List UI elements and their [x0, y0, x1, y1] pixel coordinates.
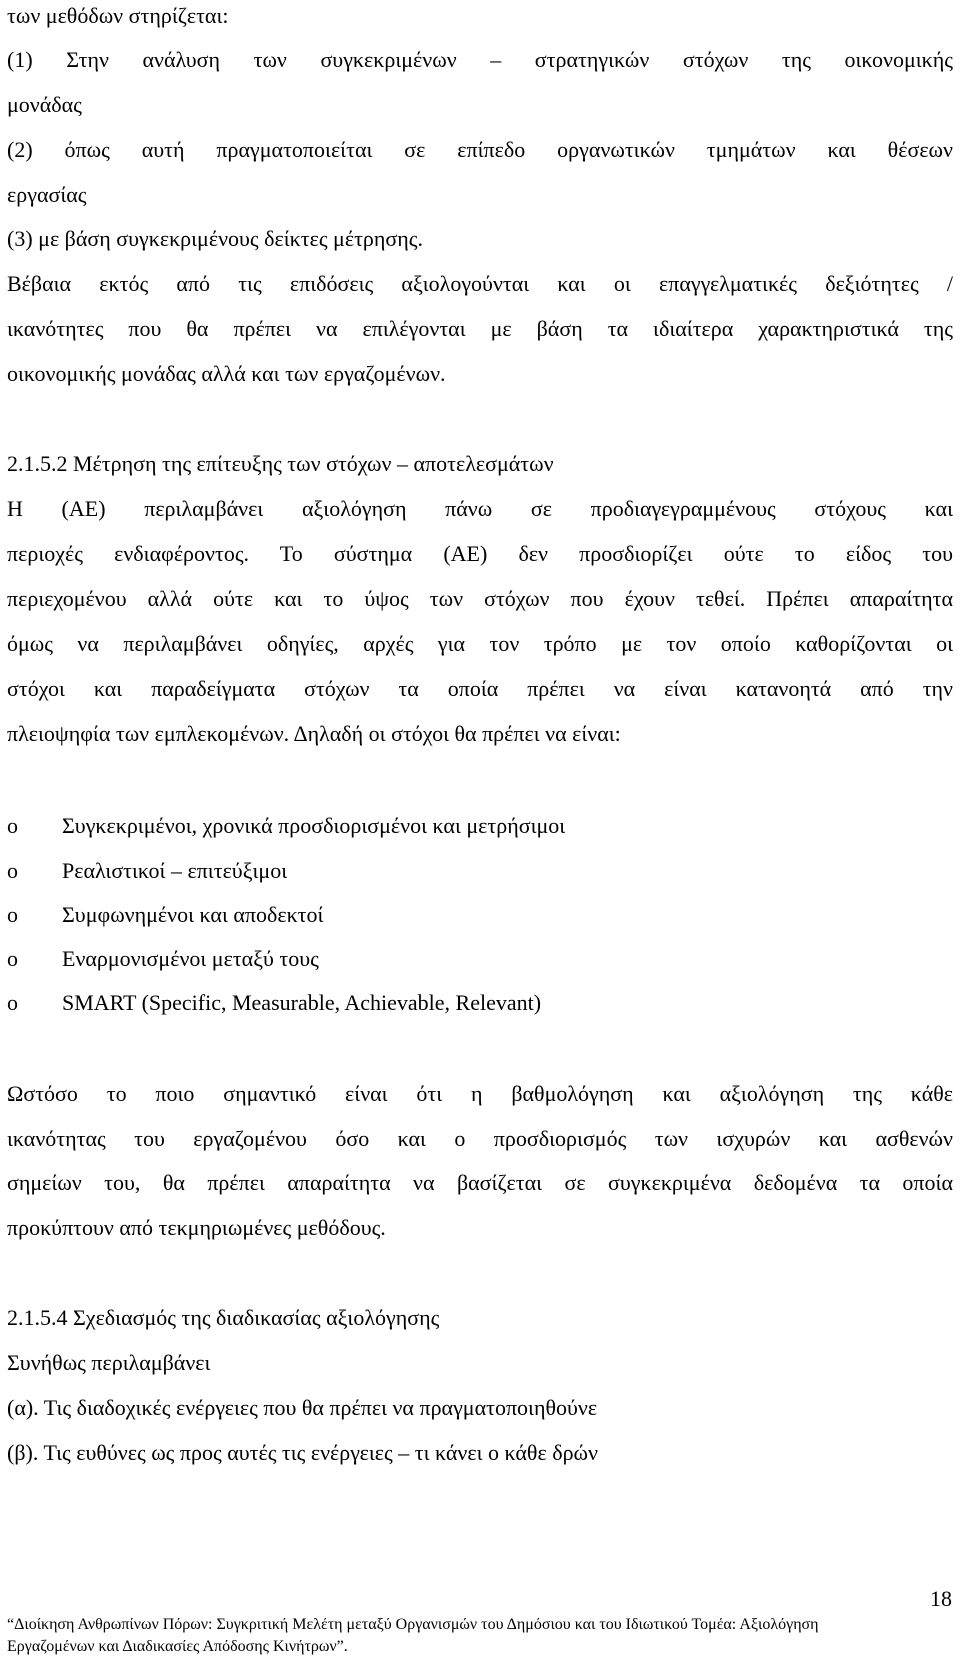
paragraph-line: (1) Στην ανάλυση των συγκεκριμένων – στρατηγικών στόχων της οικονομικής	[7, 47, 953, 72]
paragraph-line: περιοχές ενδιαφέροντος. Το σύστημα (ΑΕ) δεν προσδιορίζει ούτε το είδος του	[7, 541, 953, 566]
paragraph-line: Ωστόσο το ποιο σημαντικό είναι ότι η βαθμολόγηση και αξιολόγηση της κάθε	[7, 1081, 953, 1106]
footer-line: “Διοίκηση Ανθρωπίνων Πόρων: Συγκριτική Μελέτη μεταξύ Οργανισμών του Δημόσιου και του Ιδιωτικού Τομέα: Αξιολόγηση	[7, 1616, 819, 1633]
paragraph-line: Βέβαια εκτός από τις επιδόσεις αξιολογούνται και οι επαγγελματικές δεξιότητες /	[7, 271, 953, 296]
paragraph-line: Συνήθως περιλαμβάνει	[7, 1350, 211, 1375]
paragraph-line: οικονομικής μονάδας αλλά και των εργαζομένων.	[7, 361, 446, 386]
list-item-text: Εναρμονισμένοι μεταξύ τους	[62, 946, 319, 971]
bullet-marker: o	[7, 813, 18, 838]
list-item-text: Συμφωνημένοι και αποδεκτοί	[62, 902, 324, 927]
paragraph-line: (α). Τις διαδοχικές ενέργειες που θα πρέπει να πραγματοποιηθούνε	[7, 1395, 598, 1420]
paragraph-line: ικανότητες που θα πρέπει να επιλέγονται με βάση τα ιδιαίτερα χαρακτηριστικά της	[7, 316, 953, 341]
bullet-marker: o	[7, 902, 18, 927]
paragraph-line: (2) όπως αυτή πραγματοποιείται σε επίπεδο οργανωτικών τμημάτων και θέσεων	[7, 137, 953, 162]
page-number: 18	[930, 1586, 952, 1611]
list-item-text: SMART (Specific, Measurable, Achievable, Relevant)	[62, 990, 542, 1015]
bullet-marker: o	[7, 990, 18, 1015]
bullet-marker: o	[7, 946, 18, 971]
list-item-text: Ρεαλιστικοί – επιτεύξιμοι	[62, 858, 288, 883]
paragraph-line: εργασίας	[7, 182, 87, 207]
paragraph-line: όμως να περιλαμβάνει οδηγίες, αρχές για τον τρόπο με τον οποίο καθορίζονται οι	[7, 631, 953, 656]
paragraph-line: των μεθόδων στηρίζεται:	[7, 3, 229, 28]
section-heading: 2.1.5.2 Μέτρηση της επίτευξης των στόχων – αποτελεσμάτων	[7, 451, 554, 476]
list-item-text: Συγκεκριμένοι, χρονικά προσδιορισμένοι και μετρήσιμοι	[62, 813, 566, 838]
paragraph-line: (3) με βάση συγκεκριμένους δείκτες μέτρησης.	[7, 226, 423, 251]
footer-line: Εργαζομένων και Διαδικασίες Απόδοσης Κινήτρων”.	[7, 1638, 348, 1655]
paragraph-line: μονάδας	[7, 92, 82, 117]
paragraph-line: ικανότητας του εργαζομένου όσο και ο προσδιορισμός των ισχυρών και ασθενών	[7, 1126, 953, 1151]
paragraph-line: προκύπτουν από τεκμηριωμένες μεθόδους.	[7, 1215, 386, 1240]
paragraph-line: (β). Τις ευθύνες ως προς αυτές τις ενέργειες – τι κάνει ο κάθε δρών	[7, 1440, 598, 1465]
paragraph-line: Η (ΑΕ) περιλαμβάνει αξιολόγηση πάνω σε προδιαγεγραμμένους στόχους και	[7, 496, 953, 521]
section-heading: 2.1.5.4 Σχεδιασμός της διαδικασίας αξιολόγησης	[7, 1305, 440, 1330]
paragraph-line: σημείων του, θα πρέπει απαραίτητα να βασίζεται σε συγκεκριμένα δεδομένα τα οποία	[7, 1170, 953, 1195]
paragraph-line: πλειοψηφία των εμπλεκομένων. Δηλαδή οι στόχοι θα πρέπει να είναι:	[7, 721, 621, 746]
paragraph-line: στόχοι και παραδείγματα στόχων τα οποία πρέπει να είναι κατανοητά από την	[7, 676, 953, 701]
paragraph-line: περιεχομένου αλλά ούτε και το ύψος των στόχων που έχουν τεθεί. Πρέπει απαραίτητα	[7, 586, 953, 611]
bullet-marker: o	[7, 858, 18, 883]
